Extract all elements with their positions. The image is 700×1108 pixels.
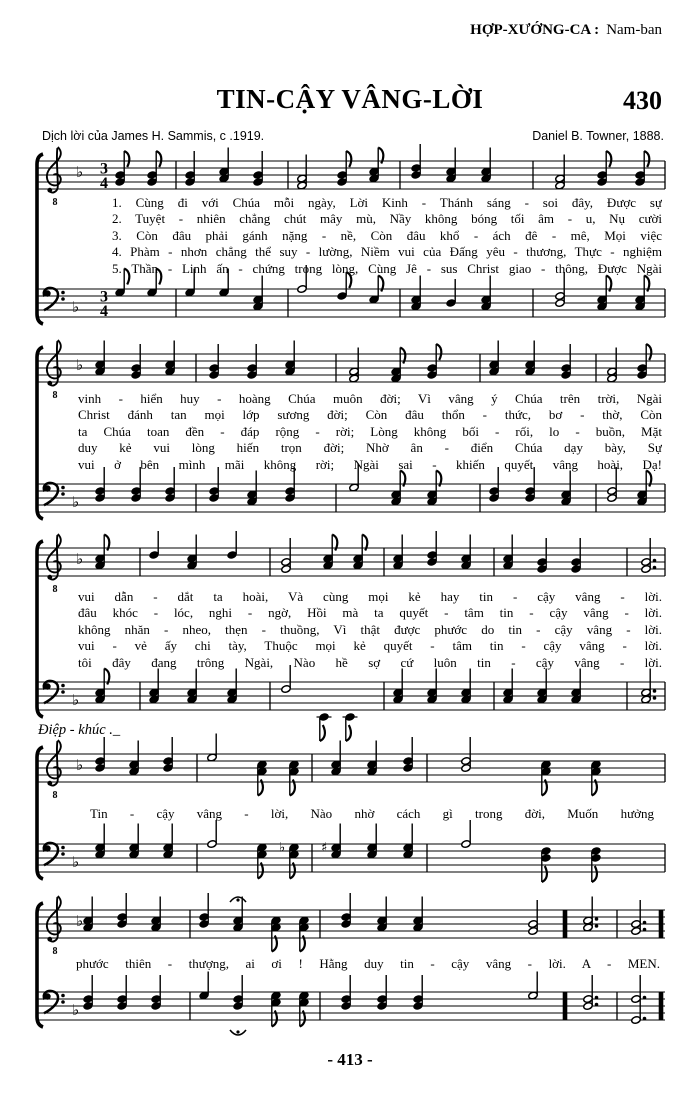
- octave-mark: 8: [52, 390, 58, 401]
- system-1-bass-staff: [36, 260, 670, 359]
- key-flat-icon: ♭: [72, 298, 80, 316]
- lyric-line: phước thiên - thượng, ai ơi ! Hằng duy tin - cậy vâng - lời. A - MEN.: [76, 956, 660, 971]
- lyric-line: duy kẻ vui lòng hiến trọn đời; Nhờ ân - điển Chúa dạy bày, Sự: [78, 440, 662, 456]
- bass-clef-icon: [44, 843, 65, 865]
- lyric-line: 1. Cùng đi với Chúa mỗi ngày, Lời Kinh - Thánh sáng - soi đây, Được sự: [112, 195, 662, 210]
- key-flat-icon: ♭: [76, 163, 84, 181]
- chorus-label: Điệp - khúc ._: [38, 722, 121, 738]
- lyric-line: 5. Thần - Linh ấn - chứng trong lòng, Cùng Jê - sus Christ giao - thông, Được Ngài: [112, 260, 662, 276]
- flat-accidental-icon: ♭: [279, 840, 286, 856]
- key-flat-icon: ♭: [72, 1001, 80, 1019]
- credits-row: [42, 129, 664, 143]
- lyric-line: tôi đây đang trông Ngài, Nào hề sợ cứ luôn tin - cậy vâng - lời.: [78, 654, 662, 670]
- lyricist-credit: Dịch lời của James H. Sammis, c .1919.: [42, 129, 265, 143]
- key-flat-icon: ♭: [76, 356, 84, 374]
- lyric-line: 2. Tuyệt - nhiên chẳng chút mây mù, Nầy không bóng tối âm - u, Nụ cười: [112, 211, 662, 227]
- verse-lyrics-system-3: [78, 589, 662, 671]
- lyric-line: vinh - hiển huy - hoàng Chúa muôn đời; Vì vâng ý Chúa trên trời, Ngài: [78, 391, 662, 406]
- key-flat-icon: ♭: [72, 691, 80, 709]
- key-flat-icon: ♭: [72, 493, 80, 511]
- verse-lyrics-system-2: [78, 391, 662, 473]
- treble-clef-icon: [47, 896, 61, 942]
- treble-clef-icon: [47, 381, 52, 386]
- lyric-line: vui - vẻ ấy chi tày, Thuộc mọi kẻ quyết - tâm tin - cậy vâng - lời.: [78, 638, 662, 654]
- system-1-brace: [31, 151, 47, 327]
- key-flat-icon: ♭: [76, 756, 84, 774]
- lyric-line: Christ đánh tan mọi lớp sương đời; Còn đâu thổn - thức, bơ - thờ, Còn: [78, 407, 662, 423]
- page-number: - 413 -: [327, 1050, 373, 1069]
- bass-clef-icon: [44, 483, 65, 505]
- bass-clef-icon: [44, 991, 65, 1013]
- title-row: [0, 84, 700, 115]
- treble-clef-icon: [47, 740, 61, 786]
- bass-clef-icon: [44, 681, 65, 703]
- sharp-accidental-icon: ♯: [321, 840, 328, 856]
- time-signature-bottom: 4: [100, 303, 108, 320]
- treble-clef-icon: [47, 188, 52, 193]
- key-flat-icon: ♭: [72, 853, 80, 871]
- treble-clef-icon: [47, 937, 52, 942]
- lyric-line: không nhăn - nheo, thẹn - thuồng, Vì thật được phước do tin - cậy vâng - lời.: [78, 621, 662, 637]
- octave-mark: 8: [52, 790, 58, 801]
- treble-clef-icon: [47, 781, 52, 786]
- hymn-title: TIN-CẬY VÂNG-LỜI: [216, 84, 484, 114]
- bass-clef-icon: [44, 288, 65, 310]
- treble-clef-icon: [47, 575, 52, 580]
- hymnal-series-title: HỢP-XƯỚNG-CA :: [470, 22, 600, 38]
- system-4-bass-staff: [36, 818, 670, 914]
- system-4-brace: [31, 744, 47, 882]
- lyric-line: vui dẫn - dắt ta hoài, Và cùng mọi kẻ hay tin - cậy vâng - lời.: [78, 589, 662, 604]
- treble-clef-icon: [47, 147, 61, 193]
- fermata-icon: [230, 897, 246, 902]
- time-signature-top: 3: [100, 288, 108, 306]
- fermata-icon: [230, 1030, 246, 1035]
- octave-mark: 8: [52, 946, 58, 957]
- octave-mark: 8: [52, 584, 58, 595]
- page-header: [470, 22, 662, 39]
- lyric-line: 4. Phàm - nhơn chẳng thể suy - lường, Niềm vui của Đấng yêu - thương, Thực - nghiệm: [112, 244, 662, 260]
- treble-clef-icon: [47, 534, 61, 580]
- system-3-brace: [31, 538, 47, 720]
- system-5-bass-staff: [36, 966, 670, 1062]
- treble-clef-icon: [47, 340, 61, 386]
- lyric-line: đâu khóc - lóc, nghi - ngờ, Hồi mà ta quyết - tâm tin - cậy vâng - lời.: [78, 605, 662, 621]
- key-flat-icon: ♭: [76, 550, 84, 568]
- lyric-line: ta Chúa toan đền - đáp rộng - rời; Lòng không bối - rối, lo - buồn, Mặt: [78, 423, 662, 439]
- time-signature-bottom: 4: [100, 175, 108, 192]
- key-flat-icon: ♭: [76, 912, 84, 930]
- final-lyrics: [76, 956, 660, 974]
- hymnal-edition-label: Nam-ban: [606, 22, 662, 38]
- lyric-line: vui ở bên mình mãi không rời; Ngài sai - khiến quyết vâng hoài, Dạ!: [78, 456, 662, 472]
- verse-lyrics-system-1: [112, 195, 662, 277]
- chorus-lyrics: [90, 806, 654, 824]
- system-5-brace: [31, 900, 47, 1030]
- octave-mark: 8: [52, 197, 58, 208]
- hymn-number: 430: [623, 86, 662, 115]
- lyric-line: 3. Còn đâu phải gánh nặng - nề, Còn đâu khổ - ách đê - mê, Mọi việc: [112, 227, 662, 243]
- time-signature-top: 3: [100, 160, 108, 178]
- system-2-brace: [31, 344, 47, 522]
- composer-credit: Daniel B. Towner, 1888.: [532, 129, 664, 143]
- lyric-line: Tin - cậy vâng - lời, Nào nhờ cách gì trong đời, Muốn hưởng: [90, 806, 654, 821]
